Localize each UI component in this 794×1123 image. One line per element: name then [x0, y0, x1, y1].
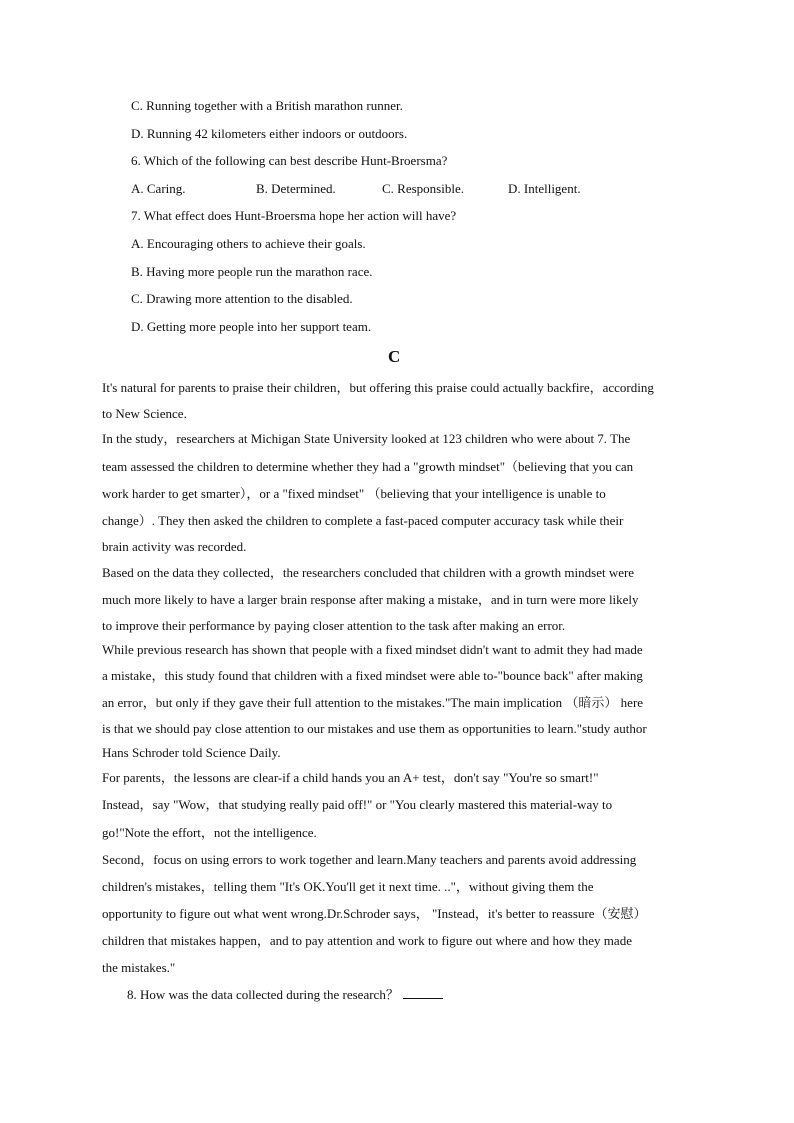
q6-option-a: A. Caring.: [131, 181, 186, 196]
passage-line: the mistakes.": [102, 960, 176, 975]
q6-option-c: C. Responsible.: [382, 181, 464, 196]
q7-option-c: C. Drawing more attention to the disabled.: [131, 291, 353, 306]
passage-line: much more likely to have a larger brain response after making a mistake，and in turn were more likely: [102, 592, 639, 607]
passage-line: Hans Schroder told Science Daily.: [102, 745, 281, 760]
passage-line: change）. They then asked the children to complete a fast-paced computer accuracy task while their: [102, 513, 624, 528]
answer-blank[interactable]: [403, 986, 443, 999]
passage-line: go!"Note the effort，not the intelligence.: [102, 825, 317, 840]
passage-line: Based on the data they collected，the researchers concluded that children with a growth mindset were: [102, 565, 635, 580]
passage-line: For parents，the lessons are clear-if a child hands you an A+ test，don't say "You're so smart!": [102, 770, 599, 785]
passage-line: an error，but only if they gave their full attention to the mistakes."The main implication （暗示） here: [102, 695, 644, 710]
passage-line: is that we should pay close attention to our mistakes and use them as opportunities to learn."study author: [102, 721, 647, 736]
passage-line: work harder to get smarter），or a "fixed mindset" （believing that your intelligence is unable to: [102, 486, 606, 501]
q6-stem: 6. Which of the following can best describe Hunt-Broersma?: [131, 153, 448, 168]
passage-line: opportunity to figure out what went wrong.Dr.Schroder says， "Instead，it's better to reassure（安慰）: [102, 906, 647, 921]
q7-option-b: B. Having more people run the marathon race.: [131, 264, 373, 279]
passage-line: to improve their performance by paying closer attention to the task after making an error.: [102, 618, 566, 633]
passage-line: team assessed the children to determine whether they had a "growth mindset"（believing that you can: [102, 459, 634, 474]
passage-line: Instead，say "Wow，that studying really paid off!" or "You clearly mastered this material-way to: [102, 797, 613, 812]
passage-line: It's natural for parents to praise their children，but offering this praise could actually backfire，according: [102, 380, 654, 395]
q5-option-c: C. Running together with a British marathon runner.: [131, 98, 403, 113]
q5-option-d: D. Running 42 kilometers either indoors or outdoors.: [131, 126, 408, 141]
passage-line: Second，focus on using errors to work together and learn.Many teachers and parents avoid addressing: [102, 852, 637, 867]
q7-option-d: D. Getting more people into her support team.: [131, 319, 372, 334]
q8-stem: 8. How was the data collected during the research？: [127, 987, 399, 1002]
passage-line: brain activity was recorded.: [102, 539, 247, 554]
q8-row: [127, 986, 443, 1003]
passage-line: While previous research has shown that people with a fixed mindset didn't want to admit they had made: [102, 642, 643, 657]
q7-stem: 7. What effect does Hunt-Broersma hope her action will have?: [131, 208, 457, 223]
passage-line: children's mistakes，telling them "It's OK.You'll get it next time. .."，without giving them the: [102, 879, 594, 894]
passage-line: a mistake，this study found that children with a fixed mindset were able to-"bounce back" after making: [102, 668, 643, 683]
passage-line: In the study，researchers at Michigan State University looked at 123 children who were about 7. The: [102, 431, 631, 446]
q7-option-a: A. Encouraging others to achieve their goals.: [131, 236, 366, 251]
passage-line: children that mistakes happen，and to pay attention and work to figure out where and how they made: [102, 933, 632, 948]
section-title: C: [388, 347, 401, 366]
q6-option-d: D. Intelligent.: [508, 181, 581, 196]
q6-option-b: B. Determined.: [256, 181, 336, 196]
passage-line: to New Science.: [102, 406, 187, 421]
